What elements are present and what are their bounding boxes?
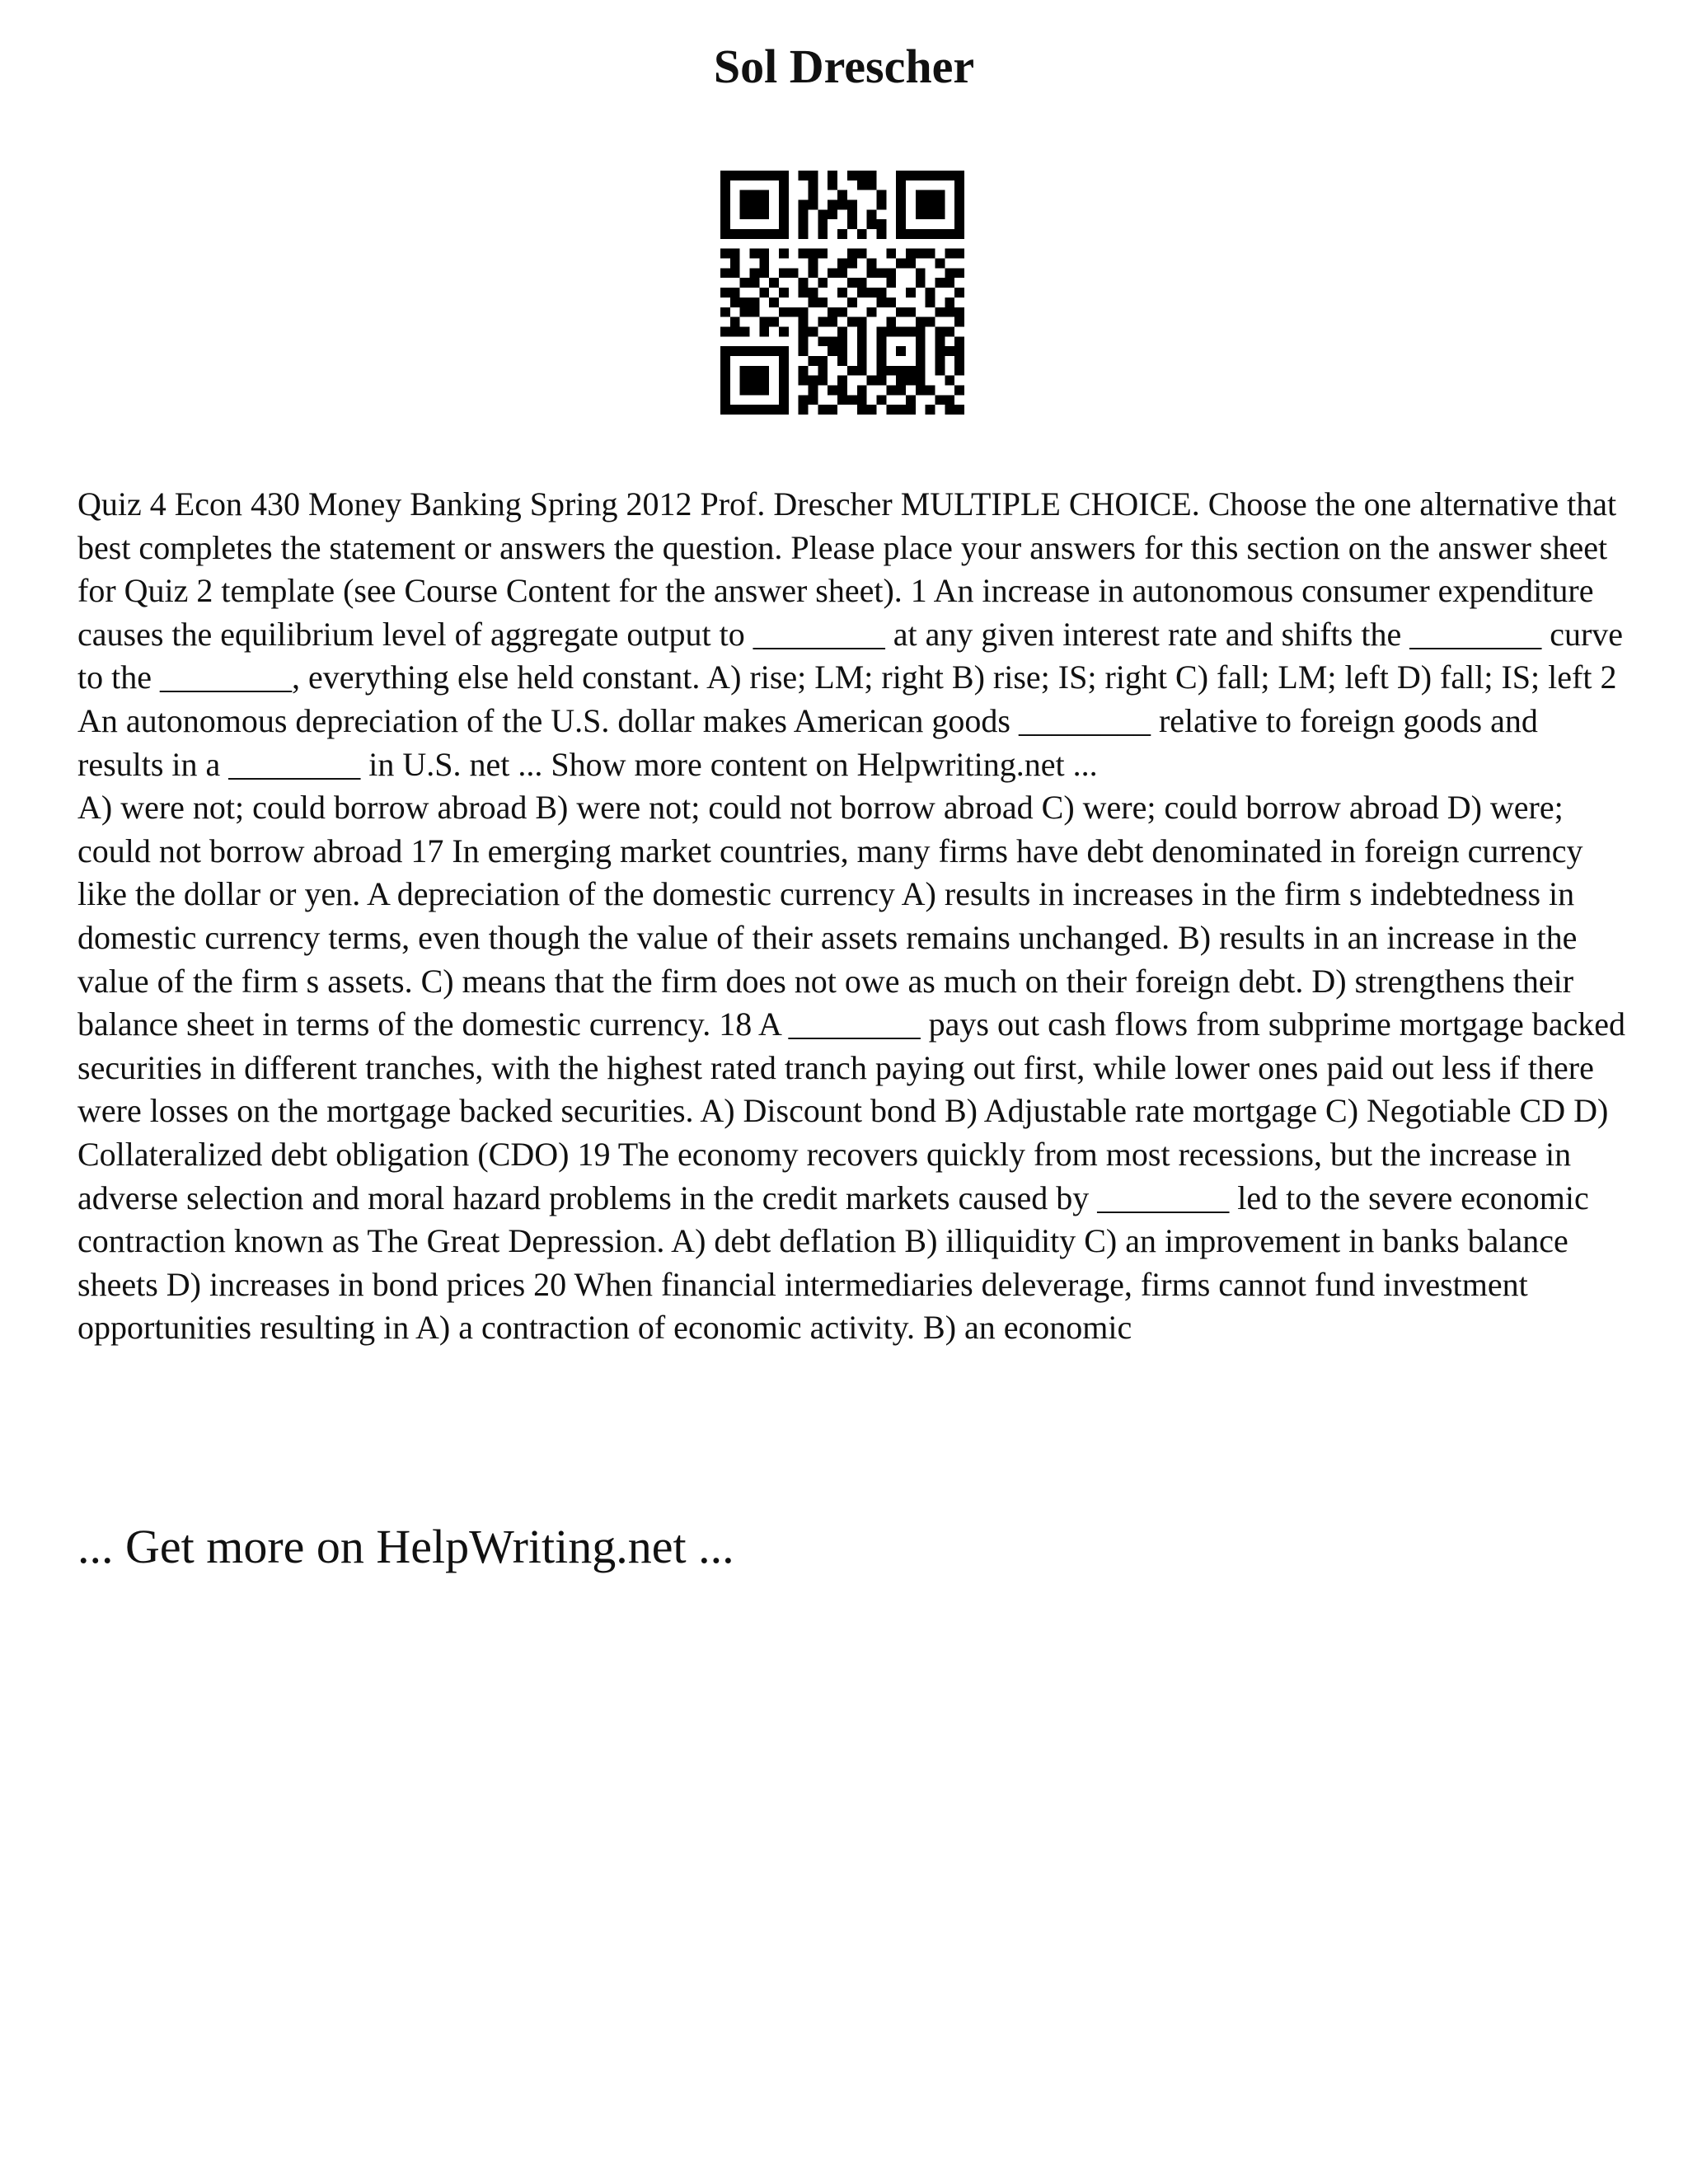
document-body	[77, 483, 1627, 1350]
page-title: Sol Drescher	[713, 40, 975, 93]
get-more-link[interactable]: ... Get more on HelpWriting.net ...	[77, 1520, 734, 1573]
paragraph-1: Quiz 4 Econ 430 Money Banking Spring 2012 Prof. Drescher MULTIPLE CHOICE. Choose the one alternative that best completes the statement or answers the question. Please place your answers for this section on the answer sheet for Quiz 2 template (see Course Content for the answer sheet). 1 An increase in autonomous consumer expenditure causes the equilibrium level of aggregate output to ________ at any given interest rate and shifts the ________ curve to the ________, everything else held constant. A) rise; LM; right B) rise; IS; right C) fall; LM; left D) fall; IS; left 2 An autonomous depreciation of the U.S. dollar makes American goods ________ relative to foreign goods and results in a ________ in U.S. net ... Show more content on Helpwriting.net ...	[77, 485, 1624, 783]
paragraph-2: A) were not; could borrow abroad B) were not; could not borrow abroad C) were; could borrow abroad D) were; could not borrow abroad 17 In emerging market countries, many firms have debt denominated in foreign currency like the dollar or yen. A depreciation of the domestic currency A) results in increases in the firm s indebtedness in domestic currency terms, even though the value of their assets remains unchanged. B) results in an increase in the value of the firm s assets. C) means that the firm does not owe as much on their foreign debt. D) strengthens their balance sheet in terms of the domestic currency. 18 A ________ pays out cash flows from subprime mortgage backed securities in different tranches, with the highest rated tranch paying out first, while lower ones paid out less if there were losses on the mortgage backed securities. A) Discount bond B) Adjustable rate mortgage C) Negotiable CD D) Collateralized debt obligation (CDO) 19 The economy recovers quickly from most recessions, but the increase in adverse selection and moral hazard problems in the credit markets caused by ________ led to the severe economic contraction known as The Great Depression. A) debt deflation B) illiquidity C) an improvement in banks balance sheets D) increases in bond prices 20 When financial intermediaries deleverage, firms cannot fund investment opportunities resulting in A) a contraction of economic activity. B) an economic	[77, 789, 1626, 1347]
qr-code-icon	[720, 171, 964, 415]
